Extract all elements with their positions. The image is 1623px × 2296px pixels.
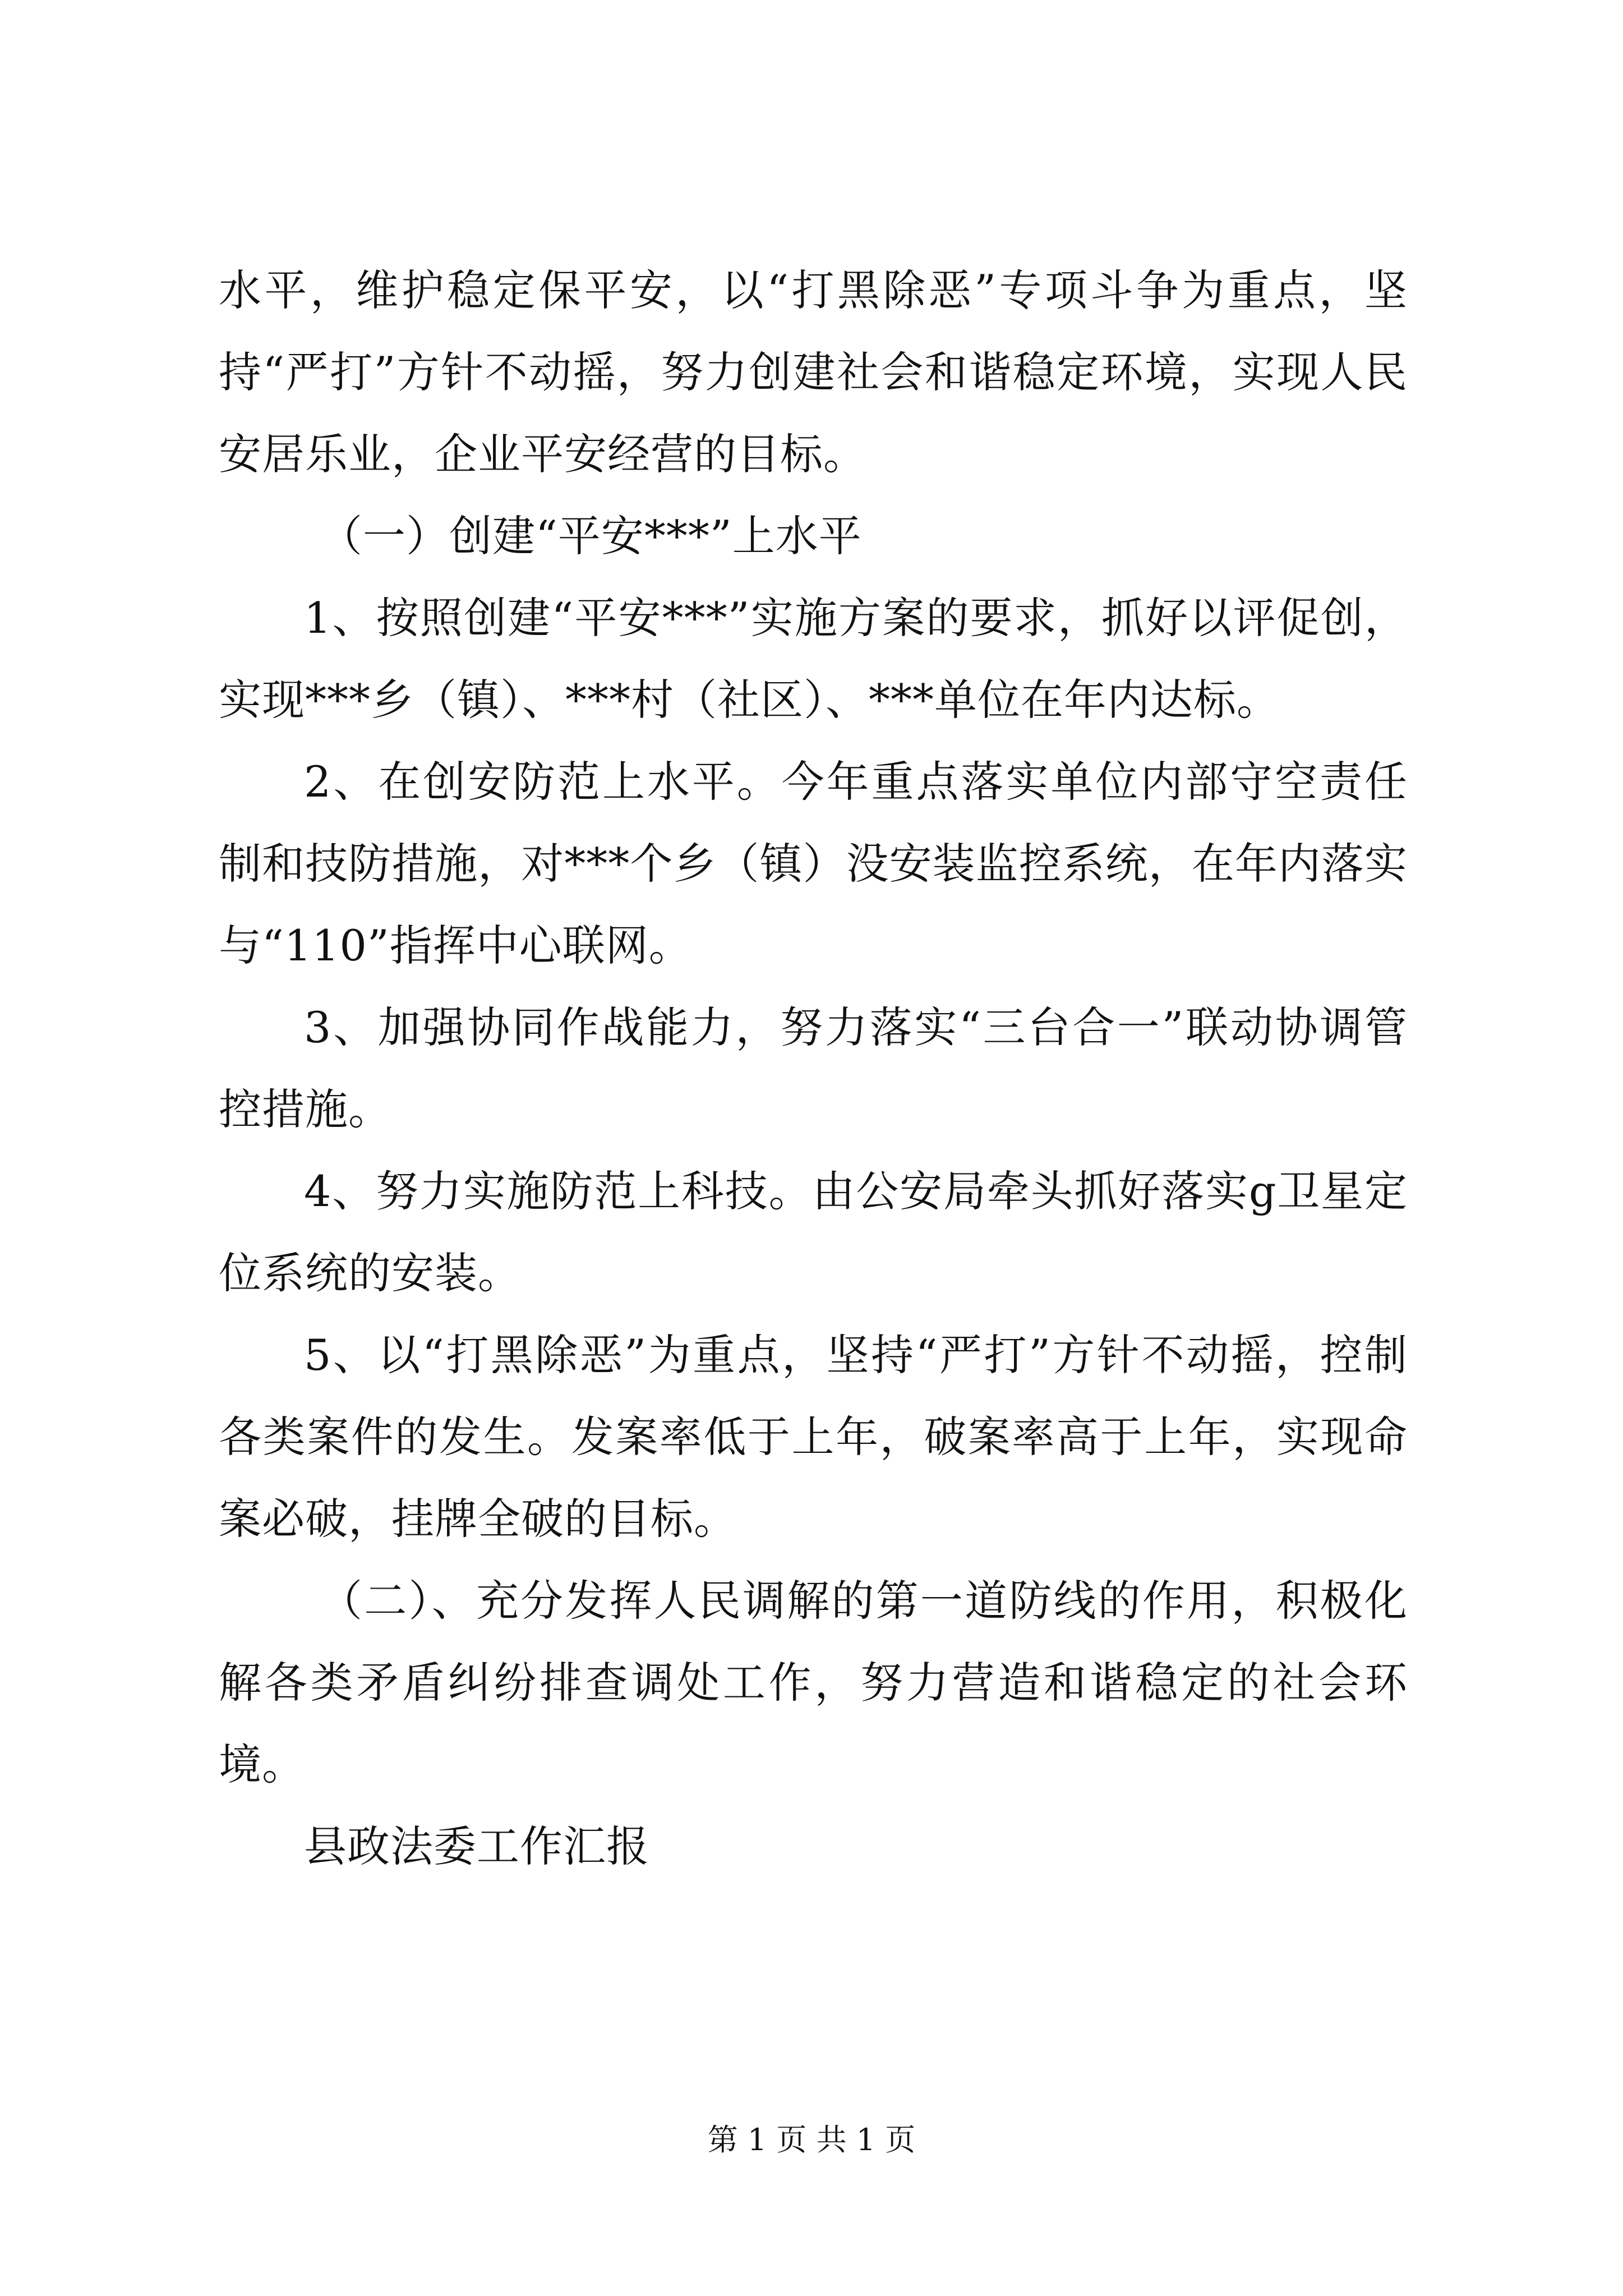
document-body bbox=[219, 250, 1408, 1888]
section-heading-1: （一）创建“平安***”上水平 bbox=[320, 511, 862, 561]
list-item-4: 4、努力实施防范上科技。由公安局牵头抓好落实g卫星定位系统的安装。 bbox=[219, 1166, 1408, 1298]
list-item-1: 1、按照创建“平安***”实施方案的要求，抓好以评促创，实现***乡（镇）、***村（社区）、***单位在年内达标。 bbox=[219, 593, 1408, 725]
document-title-line: 县政法委工作汇报 bbox=[304, 1821, 649, 1871]
section-heading-2: （二）、充分发挥人民调解的第一道防线的作用，积极化解各类矛盾纠纷排查调处工作，努力营造和谐稳定的社会环境。 bbox=[219, 1576, 1408, 1789]
list-item-5: 5、以“打黑除恶”为重点，坚持“严打”方针不动摇，控制各类案件的发生。发案率低于上年，破案率高于上年，实现命案必破，挂牌全破的目标。 bbox=[219, 1330, 1408, 1544]
paragraph-continuation: 水平，维护稳定保平安，以“打黑除恶”专项斗争为重点，坚持“严打”方针不动摇，努力创建社会和谐稳定环境，实现人民安居乐业，企业平安经营的目标。 bbox=[219, 265, 1408, 479]
page-footer bbox=[0, 2118, 1623, 2162]
list-item-3: 3、加强协同作战能力，努力落实“三台合一”联动协调管控措施。 bbox=[219, 1002, 1408, 1134]
page-number-label: 第 1 页 共 1 页 bbox=[707, 2122, 916, 2157]
list-item-2: 2、在创安防范上水平。今年重点落实单位内部守空责任制和技防措施，对***个乡（镇）没安装监控系统，在年内落实与“110”指挥中心联网。 bbox=[219, 757, 1408, 970]
